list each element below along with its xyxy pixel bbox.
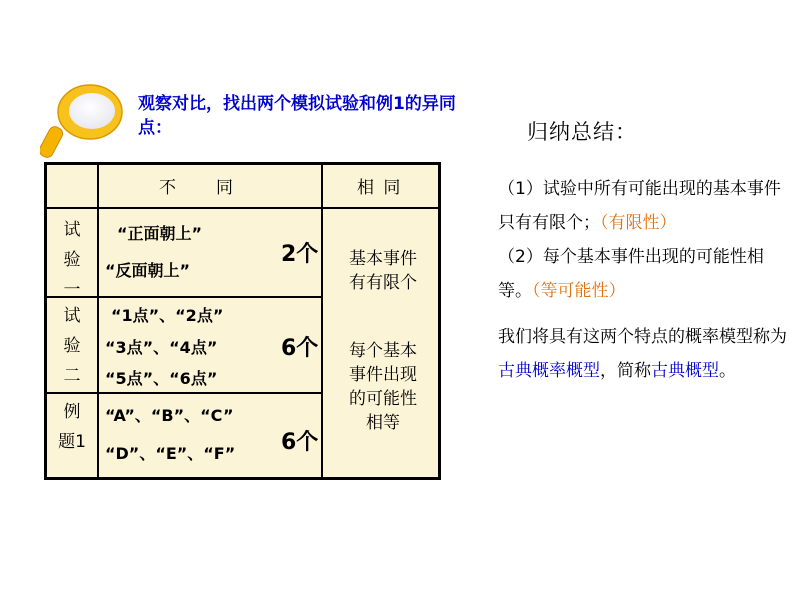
comparison-table xyxy=(44,162,441,480)
row-label-trial-2: 试 验 二 xyxy=(63,306,81,386)
term-classical-model: 古典概型 xyxy=(651,361,719,381)
summary-item-1: （1）试验中所有可能出现的基本事件只有有限个；（有限性） xyxy=(498,179,781,233)
table-divider xyxy=(47,207,438,209)
header-same: 相 同 xyxy=(357,178,403,198)
row-label-example-1: 例 题1 xyxy=(58,402,86,452)
equal-likelihood-tag: （等可能性） xyxy=(532,281,626,301)
summary-item-2: （2）每个基本事件出现的可能性相等。（等可能性） xyxy=(498,247,764,301)
summary-definition: 我们将具有这两个特点的概率模型称为古典概率概型，简称古典概型。 xyxy=(498,327,787,381)
trial-2-events-2: “3点”、“4点” xyxy=(105,338,218,357)
table-divider xyxy=(47,296,321,298)
trial-1-event-2: “反面朝上” xyxy=(105,261,191,280)
prompt-text: 观察对比，找出两个模拟试验和例1的异同点： xyxy=(138,94,456,138)
same-finite-events: 基本事件 有有限个 xyxy=(349,249,417,293)
term-classical-probability-model: 古典概率概型 xyxy=(498,361,600,381)
example-1-events-2: “D”、“E”、“F” xyxy=(105,444,236,463)
trial-1-count: 2个 xyxy=(281,242,319,267)
row-label-trial-1: 试 验 一 xyxy=(63,220,81,300)
table-divider xyxy=(321,165,323,477)
trial-2-count: 6个 xyxy=(281,336,319,361)
trial-2-events-1: “1点”、“2点” xyxy=(111,306,224,325)
example-1-events-1: “A”、“B”、“C” xyxy=(105,406,234,425)
trial-1-event-1: “正面朝上” xyxy=(117,224,203,243)
example-1-count: 6个 xyxy=(281,430,319,455)
table-divider xyxy=(47,392,321,394)
same-equal-likelihood: 每个基本 事件出现 的可能性 相等 xyxy=(349,341,417,433)
trial-2-events-3: “5点”、“6点” xyxy=(105,369,218,388)
summary-title: 归纳总结： xyxy=(527,120,637,144)
summary-text xyxy=(498,172,788,388)
magnifier-icon xyxy=(40,82,124,158)
header-different: 不 同 xyxy=(159,178,235,198)
table-divider xyxy=(97,165,99,477)
finiteness-tag: （有限性） xyxy=(600,213,677,233)
